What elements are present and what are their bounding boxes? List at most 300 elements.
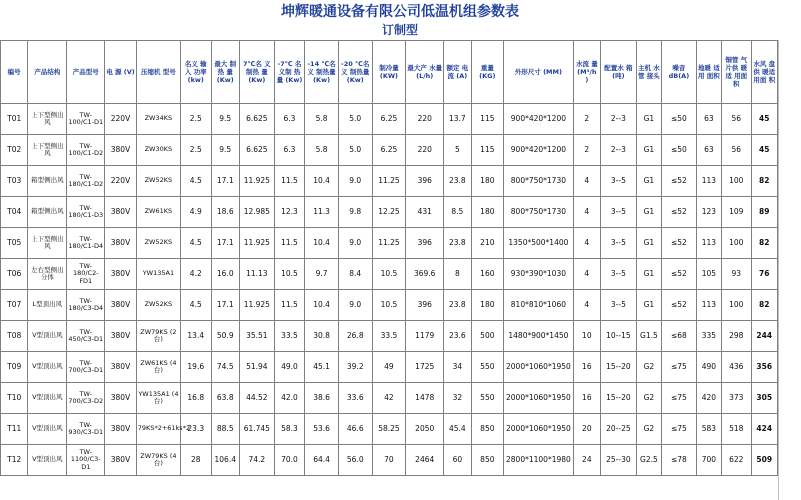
table-cell: TW-1100/C3-D1 [67,445,105,476]
table-cell: 109 [722,197,751,228]
table-cell: 424 [751,414,777,445]
table-cell: 5.0 [338,135,372,166]
table-cell: 24 [573,445,600,476]
table-cell: G2.5 [636,445,661,476]
table-cell: 82 [751,290,777,321]
table-cell: 4.5 [181,290,212,321]
table-cell: 9.0 [338,166,372,197]
table-cell: 11.925 [239,166,274,197]
table-cell: 82 [751,228,777,259]
table-row [1,166,778,197]
table-cell: 56 [722,135,751,166]
table-cell: 20--25 [601,414,637,445]
table-cell: TW-930/C3-D1 [67,414,105,445]
column-header: 名义 输入 功率 (kw) [181,41,212,104]
table-cell: 39.2 [338,352,372,383]
table-cell: G1 [636,197,661,228]
table-cell: 33.5 [372,321,406,352]
table-cell: 6.25 [372,104,406,135]
table-cell: 380V [105,445,137,476]
table-cell: V型顶出风 [28,445,67,476]
table-cell: 115 [471,104,504,135]
table-cell: T10 [1,383,28,414]
table-cell: 380V [105,197,137,228]
table-cell: 2000*1060*1950 [504,414,573,445]
table-cell: 12.25 [372,197,406,228]
table-cell: G2 [636,414,661,445]
table-cell: 15--20 [601,383,637,414]
table-cell: 550 [471,352,504,383]
table-cell: 58.25 [372,414,406,445]
table-cell: TW-450/C3-D1 [67,321,105,352]
table-cell: 2464 [406,445,444,476]
table-cell: ZW79KS (4台) [136,445,180,476]
table-cell: 11.5 [274,290,305,321]
table-cell: 上下型侧出风 [28,104,67,135]
table-cell: 12.3 [274,197,305,228]
table-cell: 20 [573,414,600,445]
table-cell: 800*750*1730 [504,166,573,197]
table-cell: 12.985 [239,197,274,228]
table-cell: 4.5 [181,228,212,259]
table-cell: 17.1 [211,228,239,259]
table-cell: 1478 [406,383,444,414]
column-header: 地暖 适用 面积 [696,41,721,104]
table-cell: 1179 [406,321,444,352]
table-cell: 180 [471,197,504,228]
table-row [1,352,778,383]
table-cell: 13.7 [444,104,471,135]
table-cell: 13.4 [181,321,212,352]
table-cell: ZW52KS [136,290,180,321]
table-cell: T02 [1,135,28,166]
table-cell: 16.0 [211,259,239,290]
table-cell: 35.51 [239,321,274,352]
column-header: -7℃ 名义制 热量 (Kw) [274,41,305,104]
table-cell: 800*750*1730 [504,197,573,228]
table-cell: 6.3 [274,135,305,166]
table-cell: 11.5 [274,166,305,197]
table-cell: 850 [471,445,504,476]
table-cell: 42.0 [274,383,305,414]
column-header: -14 ℃名义 制热量 (Kw) [305,41,339,104]
table-cell: 53.6 [305,414,339,445]
column-header: 噪音 dB(A) [662,41,697,104]
table-cell: 490 [696,352,721,383]
table-cell: 63.8 [211,383,239,414]
table-cell: G2 [636,352,661,383]
table-cell: 380V [105,414,137,445]
table-cell: 23.6 [444,321,471,352]
table-cell: 10 [573,321,600,352]
column-header: 额定 电流 (A) [444,41,471,104]
table-cell: T05 [1,228,28,259]
column-header: 制冷量 (KW) [372,41,406,104]
column-header: 最大 制热 量 (Kw) [211,41,239,104]
table-cell: 9.0 [338,228,372,259]
table-cell: 105 [696,259,721,290]
column-header: 配置水 箱 (吨) [601,41,637,104]
table-cell: G1 [636,228,661,259]
table-cell: 17.1 [211,290,239,321]
table-cell: 64.4 [305,445,339,476]
table-cell: 113 [696,290,721,321]
table-cell: ≤75 [662,383,697,414]
table-cell: 11.925 [239,290,274,321]
table-cell: 380V [105,321,137,352]
table-cell: 93 [722,259,751,290]
table-cell: 45 [751,135,777,166]
column-header: -20 ℃名义 制热量 (Kw) [338,41,372,104]
table-cell: 19.6 [181,352,212,383]
table-cell: ≤52 [662,290,697,321]
table-cell: 396 [406,228,444,259]
table-cell: L型顶出风 [28,290,67,321]
table-cell: 356 [751,352,777,383]
table-cell: TW-700/C3-D2 [67,383,105,414]
table-cell: 49.0 [274,352,305,383]
table-cell: 518 [722,414,751,445]
table-cell: 100 [722,290,751,321]
table-cell: 38.6 [305,383,339,414]
table-cell: 58.3 [274,414,305,445]
table-cell: V型顶出风 [28,321,67,352]
table-cell: 6.625 [239,104,274,135]
table-cell: 45.4 [444,414,471,445]
table-cell: 4 [573,259,600,290]
table-cell: TW-180/C1-D2 [67,166,105,197]
table-cell: T01 [1,104,28,135]
column-header: 产品型号 [67,41,105,104]
table-cell: 509 [751,445,777,476]
table-cell: 220V [105,166,137,197]
table-cell: 10.4 [305,228,339,259]
table-row [1,290,778,321]
table-cell: 380V [105,290,137,321]
table-cell: 26.8 [338,321,372,352]
table-cell: 32 [444,383,471,414]
table-cell: 8.4 [338,259,372,290]
table-cell: 33.6 [338,383,372,414]
table-cell: T12 [1,445,28,476]
table-cell: 28 [181,445,212,476]
table-cell: 6.3 [274,104,305,135]
table-cell: 33.5 [274,321,305,352]
table-cell: G2 [636,383,661,414]
column-header: 外形尺寸 (MM) [504,41,573,104]
table-cell: 220V [105,104,137,135]
table-cell: ZW61KS (4台) [136,352,180,383]
table-cell: 6.25 [372,135,406,166]
table-cell: G1 [636,290,661,321]
table-cell: ≤75 [662,352,697,383]
table-cell: 10.4 [305,290,339,321]
table-cell: 70.0 [274,445,305,476]
table-cell: ZW52KS [136,228,180,259]
table-cell: 23.8 [444,290,471,321]
table-cell: 9.5 [211,104,239,135]
table-cell: 9.0 [338,290,372,321]
table-cell: 63 [696,104,721,135]
table-cell: G1 [636,135,661,166]
table-cell: 4 [573,290,600,321]
sheet-empty-column [778,40,801,500]
table-cell: G1.5 [636,321,661,352]
table-cell: T03 [1,166,28,197]
table-cell: ZW61KS [136,197,180,228]
table-cell: 100 [722,166,751,197]
table-cell: 220 [406,104,444,135]
table-cell: 18.6 [211,197,239,228]
table-header-row [1,41,778,104]
column-header: 水流 量 (M³/h ) [573,41,600,104]
table-cell: 上下型侧出风 [28,228,67,259]
table-cell: 4.5 [181,166,212,197]
table-cell: 380V [105,383,137,414]
table-cell: 8.5 [444,197,471,228]
table-cell: 380V [105,135,137,166]
table-cell: 5.8 [305,135,339,166]
table-cell: YW135A1 (4台) [136,383,180,414]
table-cell: TW-100/C1-D2 [67,135,105,166]
table-cell: 6.625 [239,135,274,166]
table-cell: 56.0 [338,445,372,476]
table-cell: 210 [471,228,504,259]
table-cell: 11.25 [372,228,406,259]
table-cell: 60 [444,445,471,476]
table-cell: T04 [1,197,28,228]
table-cell: 113 [696,228,721,259]
table-cell: 9.7 [305,259,339,290]
table-cell: 2050 [406,414,444,445]
column-header: 重量 (KG) [471,41,504,104]
table-cell: ≤52 [662,166,697,197]
table-cell: 220 [406,135,444,166]
table-cell: ≤52 [662,228,697,259]
table-cell: G1 [636,259,661,290]
table-cell: G1 [636,166,661,197]
table-cell: 89 [751,197,777,228]
table-cell: 500 [471,321,504,352]
column-header: 主机 水管 接头 [636,41,661,104]
table-cell: 100 [722,228,751,259]
table-cell: ≤68 [662,321,697,352]
table-cell: 2--3 [601,104,637,135]
table-cell: 4.2 [181,259,212,290]
table-row [1,445,778,476]
table-row [1,104,778,135]
table-cell: 箱型侧出风 [28,197,67,228]
table-cell: V型顶出风 [28,352,67,383]
table-cell: 25--30 [601,445,637,476]
table-cell: YW135A1 [136,259,180,290]
table-cell: 396 [406,166,444,197]
table-cell: TW-700/C3-D1 [67,352,105,383]
table-cell: ≤50 [662,135,697,166]
table-cell: 4 [573,166,600,197]
table-cell: 2.5 [181,104,212,135]
column-header: 产品结构 [28,41,67,104]
table-cell: ZW34KS [136,104,180,135]
table-cell: 9.8 [338,197,372,228]
table-cell: 45 [751,104,777,135]
table-cell: 1725 [406,352,444,383]
table-cell: TW-180/C1-D3 [67,197,105,228]
table-cell: 45.1 [305,352,339,383]
table-cell: 88.5 [211,414,239,445]
column-header: 最大产 水量 (L/h) [406,41,444,104]
table-cell: ≤52 [662,259,697,290]
table-cell: 2000*1060*1950 [504,383,573,414]
table-cell: 420 [696,383,721,414]
table-cell: 10.4 [305,166,339,197]
table-row [1,321,778,352]
table-cell: 30.8 [305,321,339,352]
table-cell: 56 [722,104,751,135]
table-cell: 16 [573,352,600,383]
column-header: 水风 盘供 暖适 用面 积 [751,41,777,104]
table-cell: TW-180/C1-D4 [67,228,105,259]
table-cell: 160 [471,259,504,290]
table-cell: 380V [105,259,137,290]
table-cell: 16 [573,383,600,414]
table-cell: 82 [751,166,777,197]
table-cell: 550 [471,383,504,414]
table-cell: 70 [372,445,406,476]
table-cell: 11.3 [305,197,339,228]
table-cell: 1350*500*1400 [504,228,573,259]
table-cell: V型顶出风 [28,383,67,414]
table-row [1,383,778,414]
table-cell: 23.8 [444,166,471,197]
column-header: 电 源 (V) [105,41,137,104]
table-cell: 10.5 [274,259,305,290]
table-cell: 15--20 [601,352,637,383]
table-cell: 1480*900*1450 [504,321,573,352]
table-cell: 61.745 [239,414,274,445]
table-row [1,228,778,259]
table-cell: 4.9 [181,197,212,228]
table-cell: 373 [722,383,751,414]
page-title: 坤辉暖通设备有限公司低温机组参数表 [281,4,519,20]
table-cell: 305 [751,383,777,414]
table-cell: 上下型侧出风 [28,135,67,166]
table-cell: 79KS*2+61ks*2 [136,414,180,445]
table-cell: T08 [1,321,28,352]
table-cell: 10.5 [372,259,406,290]
table-cell: 46.6 [338,414,372,445]
table-cell: ≤52 [662,197,697,228]
table-cell: 50.9 [211,321,239,352]
table-cell: T11 [1,414,28,445]
table-cell: 10.5 [372,290,406,321]
table-cell: ZW79KS (2台) [136,321,180,352]
table-cell: T07 [1,290,28,321]
table-cell: 3--5 [601,228,637,259]
table-cell: 380V [105,228,137,259]
table-cell: ≤50 [662,104,697,135]
table-cell: 23.8 [444,228,471,259]
table-cell: 11.5 [274,228,305,259]
table-cell: 17.1 [211,166,239,197]
table-cell: 900*420*1200 [504,104,573,135]
table-cell: 42 [372,383,406,414]
table-cell: V型顶出风 [28,414,67,445]
table-cell: ZW30KS [136,135,180,166]
column-header: 压缩机 型号 [136,41,180,104]
table-row [1,197,778,228]
column-header: 7℃名 义制热 量 (Kw) [239,41,274,104]
table-cell: 3--5 [601,259,637,290]
table-cell: 51.94 [239,352,274,383]
table-cell: 箱型侧出风 [28,166,67,197]
table-cell: 369.6 [406,259,444,290]
table-cell: 2800*1100*1980 [504,445,573,476]
table-cell: 44.52 [239,383,274,414]
column-header: 编号 [1,41,28,104]
table-cell: 2000*1060*1950 [504,352,573,383]
table-cell: 700 [696,445,721,476]
table-cell: 5.8 [305,104,339,135]
table-cell: 左右型侧出分体 [28,259,67,290]
table-cell: TW-100/C1-D1 [67,104,105,135]
table-cell: 4 [573,228,600,259]
page-subtitle: 订制型 [381,23,418,37]
table-cell: 115 [471,135,504,166]
table-row [1,259,778,290]
table-cell: 5.0 [338,104,372,135]
params-table [0,40,778,476]
table-cell: 180 [471,166,504,197]
table-cell: 622 [722,445,751,476]
table-row [1,135,778,166]
table-cell: 11.13 [239,259,274,290]
table-cell: 335 [696,321,721,352]
table-cell: 2--3 [601,135,637,166]
table-cell: TW-180/C3-D4 [67,290,105,321]
table-cell: 431 [406,197,444,228]
table-cell: T06 [1,259,28,290]
table-cell: 2 [573,104,600,135]
table-cell: 2.5 [181,135,212,166]
table-cell: ZW52KS [136,166,180,197]
table-cell: 436 [722,352,751,383]
table-cell: 49 [372,352,406,383]
table-cell: 244 [751,321,777,352]
table-cell: 23.3 [181,414,212,445]
table-cell: 298 [722,321,751,352]
table-cell: 3--5 [601,166,637,197]
table-cell: 810*810*1060 [504,290,573,321]
table-cell: 3--5 [601,290,637,321]
table-cell: 123 [696,197,721,228]
table-cell: ≤78 [662,445,697,476]
table-cell: 74.2 [239,445,274,476]
table-cell: T09 [1,352,28,383]
table-cell: 9.5 [211,135,239,166]
table-cell: 5 [444,135,471,166]
table-cell: 8 [444,259,471,290]
table-cell: 2 [573,135,600,166]
table-cell: 10--15 [601,321,637,352]
table-cell: G1 [636,104,661,135]
table-cell: 63 [696,135,721,166]
table-cell: TW-180/C2-FD1 [67,259,105,290]
table-cell: 180 [471,290,504,321]
table-cell: 113 [696,166,721,197]
table-cell: 76 [751,259,777,290]
table-cell: 34 [444,352,471,383]
